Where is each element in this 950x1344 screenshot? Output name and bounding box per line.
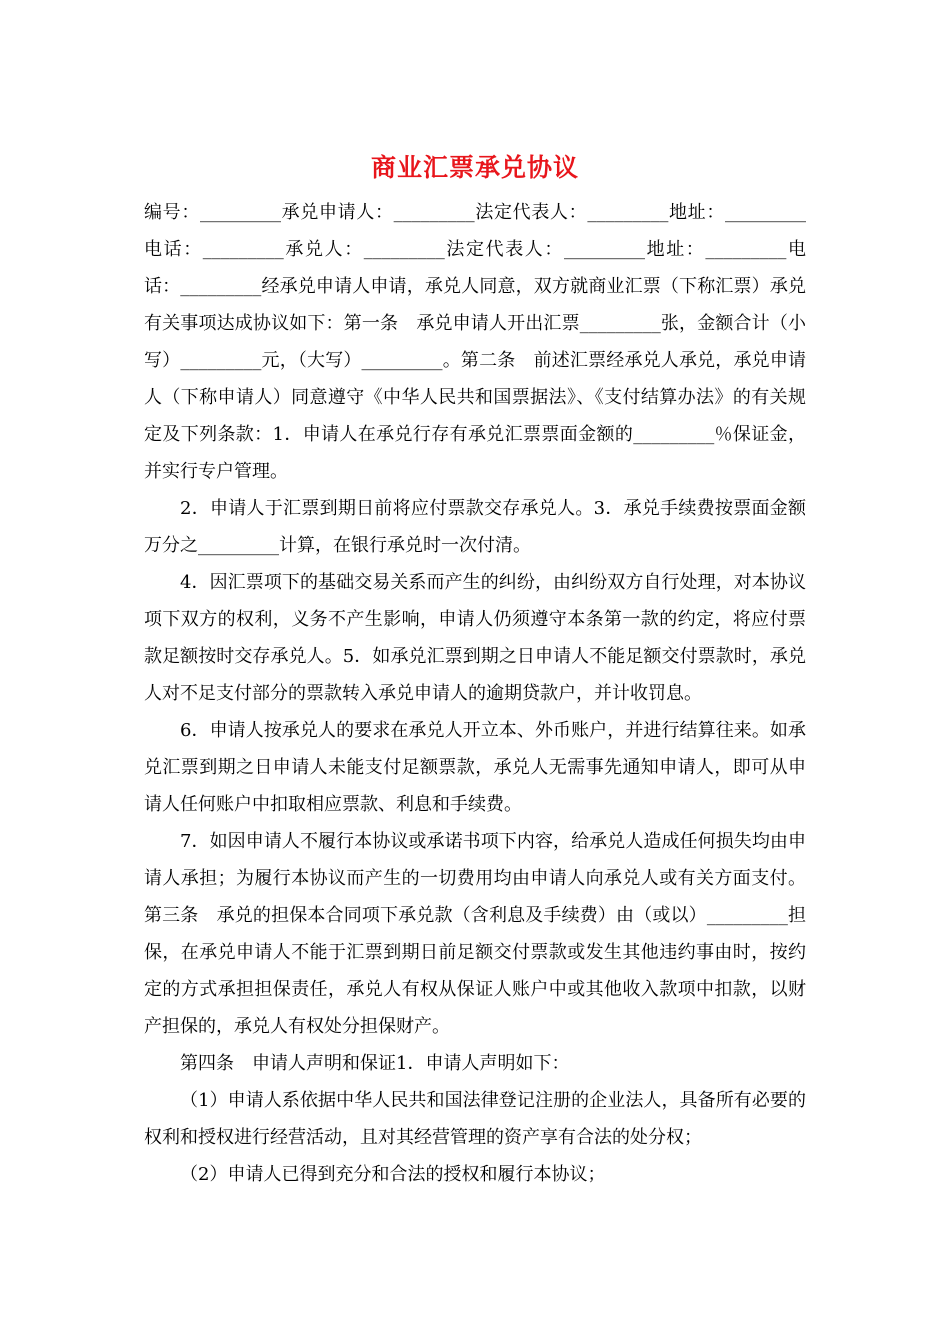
document-title: 商业汇票承兑协议 — [370, 153, 579, 182]
paragraph-article-4: 第四条 申请人声明和保证1．申请人声明如下： — [180, 1053, 570, 1074]
paragraph-declaration-2: （2）申请人已得到充分和合法的授权和履行本协议； — [180, 1164, 606, 1185]
paragraph-clause-7-article-3: 7．如因申请人不履行本协议或承诺书项下内容，给承兑人造成任何损失均由申请人承担；为履行本协议而产生的一切费用均由申请人向承兑人或有关方面支付。第三条 承兑的担保本合同项下承兑款（含利息及手续费）由（或以）_________担保，在承兑申请人不能于汇票到期日前足额交付票款或发生其他违约事由时，按约定的方式承担担保责任，承兑人有权从保证人账户中或其他收入款项中扣款，以财产担保的，承兑人有权处分担保财产。 — [144, 831, 806, 1037]
paragraph-clause-4-5: 4．因汇票项下的基础交易关系而产生的纠纷，由纠纷双方自行处理，对本协议项下双方的权利，义务不产生影响，申请人仍须遵守本条第一款的约定，将应付票款足额按时交存承兑人。5．如承兑汇票到期之日申请人不能足额交付票款时，承兑人对不足支付部分的票款转入承兑申请人的逾期贷款户，并计收罚息。 — [144, 572, 806, 704]
paragraph-clause-2-3: 2．申请人于汇票到期日前将应付票款交存承兑人。3．承兑手续费按票面金额万分之_________计算，在银行承兑时一次付清。 — [144, 498, 806, 556]
paragraph-declaration-1: （1）申请人系依据中华人民共和国法律登记注册的企业法人，具备所有必要的权利和授权进行经营活动，且对其经营管理的资产享有合法的处分权； — [144, 1090, 806, 1148]
paragraph-header-and-article-1-2: 编号：_________承兑申请人：_________法定代表人：_________地址：_________电话：_________承兑人：_________法定代表人：_________地址：_________电话：_________经承兑申请人申请，承兑人同意，双方就商业汇票（下称汇票）承兑有关事项达成协议如下：第一条 承兑申请人开出汇票_________张，金额合计（小写）_________元，（大写）_________。第二条 前述汇票经承兑人承兑，承兑申请人（下称申请人）同意遵守《中华人民共和国票据法》、《支付结算办法》的有关规定及下列条款：1．申请人在承兑行存有承兑汇票票面金额的_________％保证金，并实行专户管理。 — [144, 202, 806, 482]
document-body — [144, 194, 806, 1193]
paragraph-clause-6: 6．申请人按承兑人的要求在承兑人开立本、外币账户，并进行结算往来。如承兑汇票到期之日申请人未能支付足额票款，承兑人无需事先通知申请人，即可从申请人任何账户中扣取相应票款、利息和手续费。 — [144, 720, 806, 815]
